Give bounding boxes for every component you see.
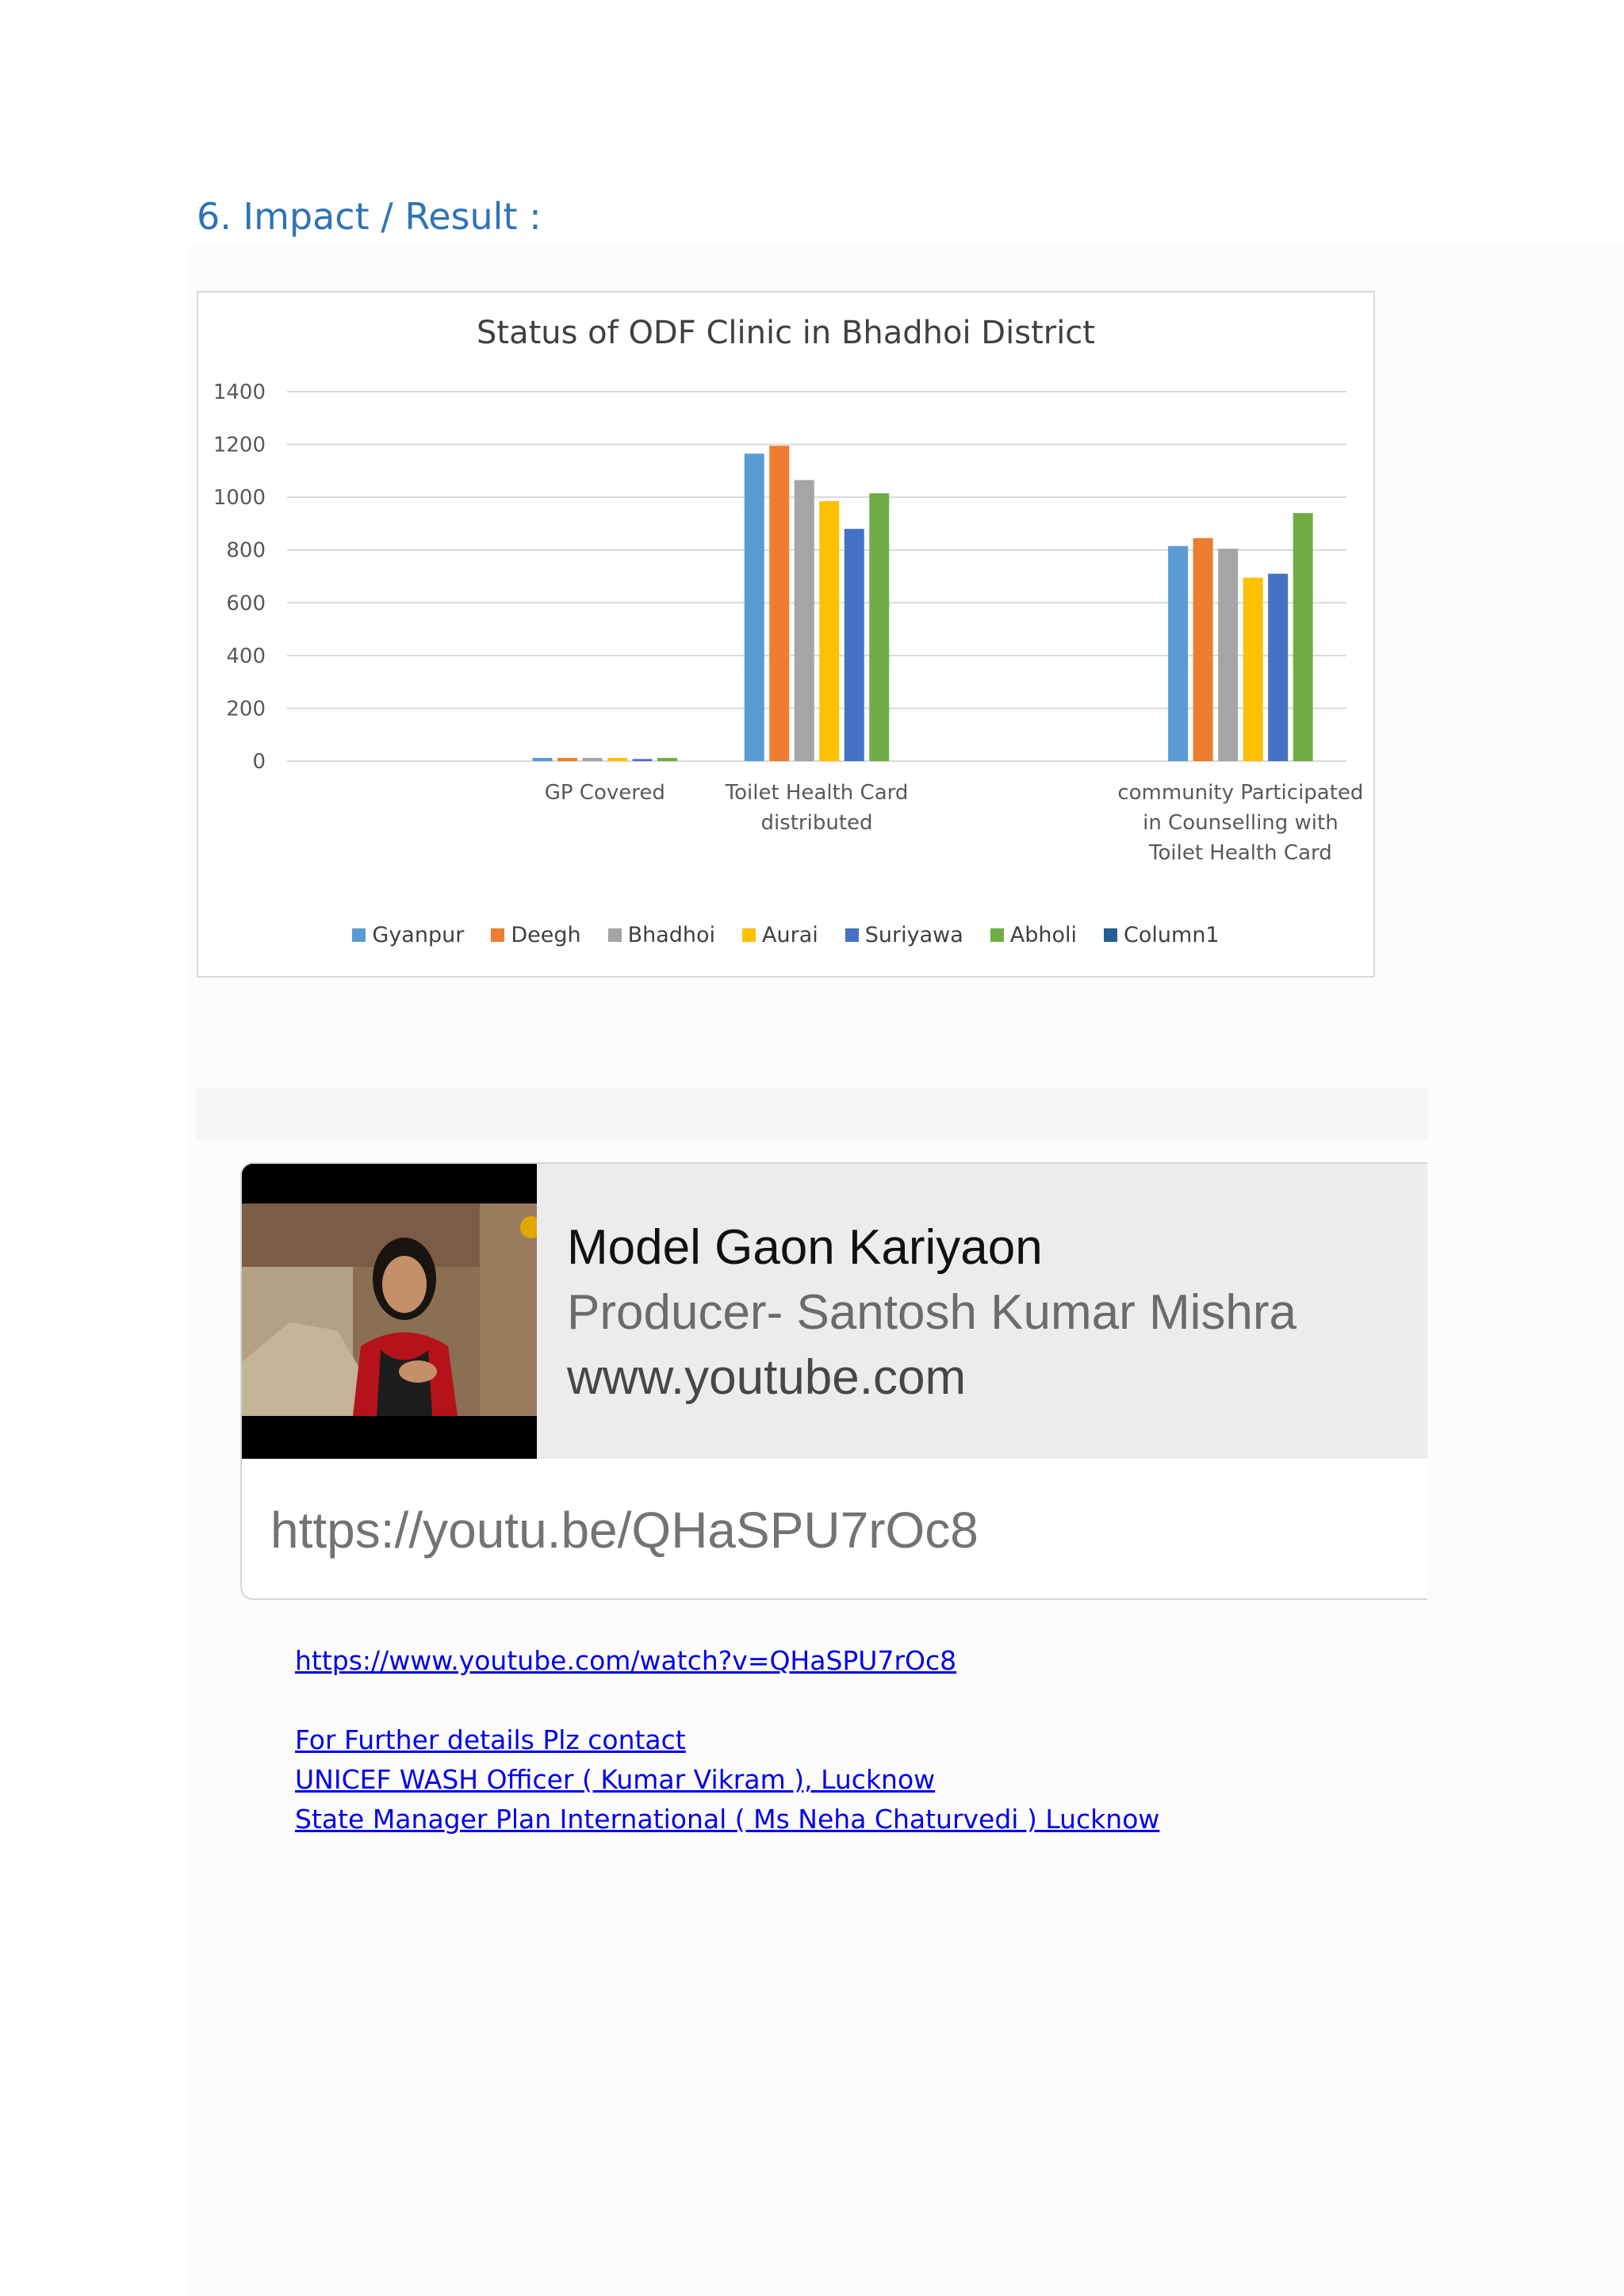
legend-label: Suriyawa xyxy=(864,923,963,947)
y-tick-label: 1000 xyxy=(213,486,266,511)
y-tick-label: 400 xyxy=(226,644,266,668)
legend-swatch xyxy=(990,928,1004,942)
bar-chart xyxy=(197,291,1375,978)
chart-bar xyxy=(583,758,603,761)
legend-swatch xyxy=(491,928,504,942)
chart-bar xyxy=(819,501,839,761)
y-tick-label: 800 xyxy=(226,538,266,563)
legend-item xyxy=(742,923,818,947)
chart-bar xyxy=(1218,549,1238,761)
chart-plot xyxy=(198,293,1377,979)
legend-item xyxy=(990,923,1077,947)
chart-bar xyxy=(607,758,627,761)
divider-band xyxy=(197,1088,1427,1140)
chart-bar xyxy=(557,758,577,761)
y-tick-label: 1400 xyxy=(213,381,266,404)
chart-bar xyxy=(869,493,889,761)
contact-intro-link[interactable]: For Further details Plz contact xyxy=(295,1724,686,1755)
legend-label: Deegh xyxy=(511,923,581,947)
legend-swatch xyxy=(742,928,756,942)
chart-bar xyxy=(657,758,677,761)
chart-bar xyxy=(1193,538,1213,761)
y-tick-label: 200 xyxy=(226,697,266,721)
chart-bar xyxy=(1168,546,1188,761)
legend-label: Column1 xyxy=(1124,923,1220,947)
chart-bar xyxy=(769,446,789,761)
chart-bar xyxy=(533,758,553,761)
y-tick-label: 1200 xyxy=(213,433,266,457)
y-tick-label: 600 xyxy=(226,591,266,616)
section-heading: 6. Impact / Result : xyxy=(197,195,542,238)
legend-label: Bhadhoi xyxy=(627,923,716,947)
video-link-card[interactable] xyxy=(240,1162,1427,1600)
video-thumbnail[interactable] xyxy=(242,1164,537,1459)
y-tick-label: 0 xyxy=(252,750,266,774)
chart-bar xyxy=(1243,578,1263,761)
legend-item xyxy=(352,923,464,947)
legend-item xyxy=(1104,923,1220,947)
x-category-label: distributed xyxy=(760,811,873,835)
chart-bar xyxy=(1293,513,1313,761)
x-category-label: Toilet Health Card xyxy=(1149,841,1332,865)
legend-swatch xyxy=(845,928,859,942)
chart-bar xyxy=(1268,574,1288,761)
chart-title: Status of ODF Clinic in Bhadhoi District xyxy=(477,315,1095,351)
chart-bar xyxy=(745,453,764,761)
contact-unicef-link[interactable]: UNICEF WASH Officer ( Kumar Vikram ), Lucknow xyxy=(295,1764,936,1795)
x-category-label: GP Covered xyxy=(544,781,665,805)
legend-label: Gyanpur xyxy=(372,923,465,947)
chart-bar xyxy=(795,480,814,761)
video-title[interactable]: Model Gaon Kariyaon xyxy=(567,1220,1043,1275)
chart-bar xyxy=(633,759,653,761)
video-domain: www.youtube.com xyxy=(567,1350,967,1405)
legend-item xyxy=(845,923,963,947)
legend-item xyxy=(608,923,715,947)
chart-bar xyxy=(845,529,864,761)
contact-links xyxy=(295,1641,1159,1839)
legend-swatch xyxy=(352,928,366,942)
legend-label: Aurai xyxy=(762,923,818,947)
video-short-url[interactable]: https://youtu.be/QHaSPU7rOc8 xyxy=(270,1502,979,1559)
video-producer: Producer- Santosh Kumar Mishra xyxy=(567,1285,1297,1340)
video-card-header xyxy=(242,1164,1427,1459)
youtube-link[interactable]: https://www.youtube.com/watch?v=QHaSPU7rOc8 xyxy=(295,1645,957,1676)
contact-plan-link[interactable]: State Manager Plan International ( Ms Neha Chaturvedi ) Lucknow xyxy=(295,1804,1160,1835)
chart-legend xyxy=(198,923,1373,947)
legend-swatch xyxy=(608,928,622,942)
x-category-label: Toilet Health Card xyxy=(725,781,909,805)
legend-label: Abholi xyxy=(1009,923,1078,947)
spacer xyxy=(295,1681,1159,1720)
legend-item xyxy=(491,923,580,947)
legend-swatch xyxy=(1104,928,1117,942)
x-category-label: community Participated xyxy=(1117,781,1364,805)
x-category-label: in Counselling with xyxy=(1143,811,1339,835)
